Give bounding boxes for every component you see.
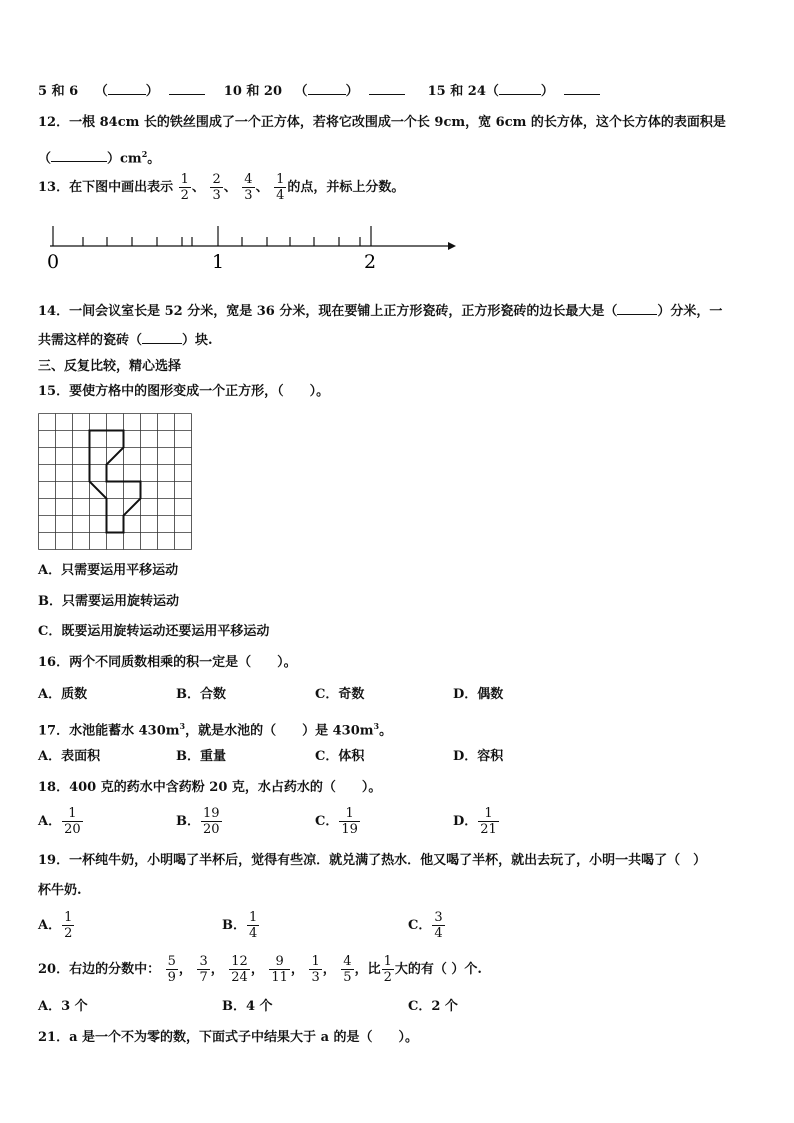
answer-blank[interactable]	[142, 331, 182, 344]
q18-option-c[interactable]: C． $\frac{1}{19}$	[315, 806, 358, 837]
axis-label-0: 0	[47, 251, 60, 273]
q17-option-b[interactable]: B．重量	[176, 749, 226, 764]
answer-blank[interactable]	[169, 82, 205, 95]
fraction: $\frac{1}{19}$	[341, 806, 358, 837]
q13-stem: 13．在下图中画出表示 $\frac{1}{2}$ 、 $\frac{2}{3}$ 、 $\frac{4}{3}$ 、 $\frac{1}{4}$ 的点，并标上分数。	[38, 172, 405, 203]
q20-option-a[interactable]: A．3 个	[38, 999, 88, 1014]
q19-option-a[interactable]: A． $\frac{1}{2}$	[38, 910, 73, 941]
q17-option-d[interactable]: D．容积	[453, 749, 504, 764]
answer-blank[interactable]	[499, 82, 541, 95]
fraction: $\frac{4}{5}$	[343, 954, 352, 985]
answer-blank[interactable]	[369, 82, 405, 95]
answer-blank[interactable]	[564, 82, 600, 95]
q16-option-b[interactable]: B．合数	[176, 687, 226, 702]
q17-option-a[interactable]: A．表面积	[38, 749, 101, 764]
q16-option-d[interactable]: D．偶数	[453, 687, 504, 702]
q14-line2: 共需这样的瓷砖（ ）块.	[38, 333, 213, 348]
q18-stem: 18．400 克的药水中含药粉 20 克，水占药水的（ ）。	[38, 780, 382, 795]
q15-option-b[interactable]: B．只需要运用旋转运动	[38, 594, 179, 609]
q20-option-c[interactable]: C．2 个	[408, 999, 458, 1014]
fraction: $\frac{1}{2}$	[383, 954, 392, 985]
fraction: $\frac{4}{3}$	[244, 172, 253, 203]
arrow-icon	[448, 242, 456, 250]
q19-line2: 杯牛奶.	[38, 883, 82, 898]
q16-option-c[interactable]: C．奇数	[315, 687, 365, 702]
q15-option-a[interactable]: A．只需要运用平移运动	[38, 563, 179, 578]
q19-option-b[interactable]: B． $\frac{1}{4}$	[222, 910, 258, 941]
q18-option-b[interactable]: B． $\frac{19}{20}$	[176, 806, 220, 837]
q17-option-c[interactable]: C．体积	[315, 749, 365, 764]
fraction: $\frac{9}{11}$	[271, 954, 288, 985]
q20-stem: 20．右边的分数中： $\frac{5}{9}$ ， $\frac{3}{7}$ ， $\frac{12}{24}$ ， $\frac{9}{11}$ ， $\frac{1}{3}$ ， $\frac{4}{5}$ ，比 $\frac{1}{2}$ 大的有（ ）个.	[38, 954, 482, 985]
q16-option-a[interactable]: A．质数	[38, 687, 88, 702]
q21-stem: 21．a 是一个不为零的数，下面式子中结果大于 a 的是（ ）。	[38, 1030, 419, 1045]
section-title: 三、反复比较，精心选择	[38, 359, 182, 374]
q17-stem: 17．水池能蓄水 $430m^3$，就是水池的（ ）是 $430m^3$。	[38, 721, 393, 739]
fraction: $\frac{1}{2}$	[64, 910, 73, 941]
q16-stem: 16．两个不同质数相乘的积一定是（ ）。	[38, 655, 297, 670]
axis-label-1: 1	[212, 251, 225, 273]
q14-line1: 14．一间会议室长是 52 分米，宽是 36 分米，现在要铺上正方形瓷砖，正方形瓷砖的边长最大是（ ）分米，一	[38, 304, 723, 319]
answer-blank[interactable]	[108, 82, 146, 95]
q19-option-c[interactable]: C． $\frac{3}{4}$	[408, 910, 443, 941]
q12-line1: 12．一根 84cm 长的铁丝围成了一个正方体，若将它改围成一个长 9cm，宽 6cm 的长方体，这个长方体的表面积是	[38, 115, 726, 130]
q12-line2: （ ）$cm^2$。	[38, 149, 161, 167]
q18-option-d[interactable]: D． $\frac{1}{21}$	[453, 806, 497, 837]
grid-figure	[38, 413, 194, 551]
fraction: $\frac{12}{24}$	[231, 954, 248, 985]
fraction: $\frac{5}{9}$	[167, 954, 176, 985]
fraction: $\frac{1}{4}$	[276, 172, 285, 203]
q20-option-b[interactable]: B．4 个	[222, 999, 273, 1014]
fraction: $\frac{1}{2}$	[180, 172, 189, 203]
fraction: $\frac{2}{3}$	[212, 172, 221, 203]
fraction: $\frac{19}{20}$	[203, 806, 220, 837]
fraction: $\frac{1}{21}$	[480, 806, 497, 837]
q18-option-a[interactable]: A． $\frac{1}{20}$	[38, 806, 81, 837]
fraction: $\frac{1}{4}$	[249, 910, 258, 941]
axis-label-2: 2	[364, 251, 377, 273]
answer-blank[interactable]	[617, 302, 657, 315]
fraction: $\frac{3}{7}$	[199, 954, 208, 985]
fraction: $\frac{3}{4}$	[434, 910, 443, 941]
q15-option-c[interactable]: C．既要运用旋转运动还要运用平移运动	[38, 624, 270, 639]
answer-blank[interactable]	[308, 82, 346, 95]
number-line[interactable]	[40, 218, 470, 274]
answer-blank[interactable]	[51, 149, 107, 162]
q11-pairs-row: 5 和 6 （ ） 10 和 20 （ ） 15 和 24（ ）	[38, 82, 600, 101]
q15-stem: 15．要使方格中的图形变成一个正方形，（ ）。	[38, 384, 330, 399]
q19-line1: 19．一杯纯牛奶，小明喝了半杯后，觉得有些凉．就兑满了热水．他又喝了半杯，就出去玩了，小明一共喝了（ ）	[38, 853, 707, 868]
fraction: $\frac{1}{20}$	[64, 806, 81, 837]
fraction: $\frac{1}{3}$	[311, 954, 320, 985]
